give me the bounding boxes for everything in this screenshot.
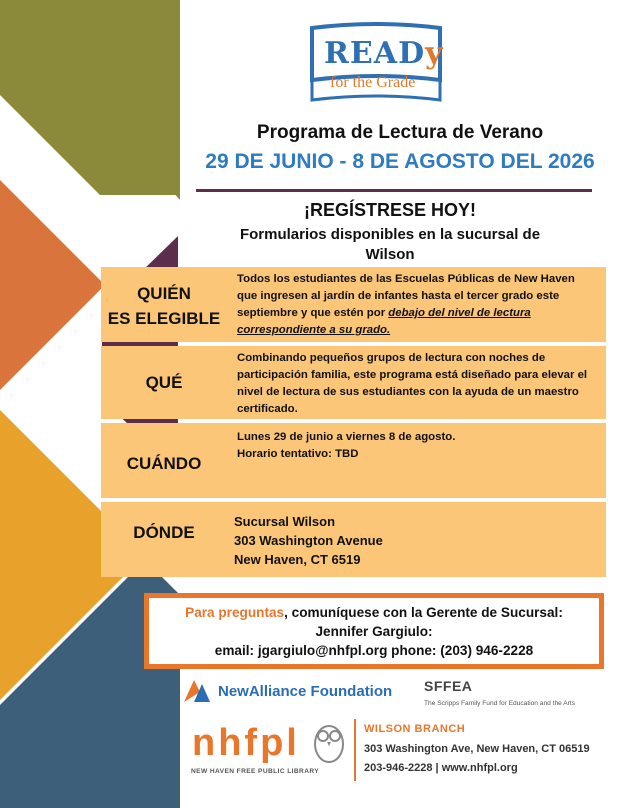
row-when [101, 423, 606, 498]
contact-line-1 [149, 603, 599, 622]
row-where-label: DÓNDE [133, 523, 195, 542]
newalliance-text: NewAlliance Foundation [218, 683, 393, 700]
owl-icon [312, 720, 346, 764]
who-underlined: debajo del nivel de lectura correspondiente a su grado. [237, 307, 531, 336]
who-label-2: ES ELEGIBLE [107, 309, 221, 328]
who-label-1: QUIÉN [137, 284, 191, 303]
when-line-1: Lunes 29 de junio a viernes 8 de agosto. [237, 431, 456, 443]
row-who-label [101, 281, 227, 331]
newalliance-logo [180, 676, 400, 708]
program-dates: 29 DE JUNIO - 8 DE AGOSTO DEL 2026 [205, 150, 595, 173]
branch-info [364, 721, 614, 777]
row-where-text [234, 512, 594, 569]
sffea-subtitle: The Scripps Family Fund for Education and the Arts [424, 700, 575, 707]
olive-band [0, 0, 178, 195]
row-when-text [237, 429, 597, 463]
title-divider [196, 189, 592, 192]
forms-line-2: Wilson [365, 246, 415, 263]
nhfpl-logo [180, 716, 360, 786]
row-what [101, 346, 606, 419]
where-line-2: 303 Washington Avenue [234, 533, 383, 548]
when-line-2: Horario tentativo: TBD [237, 448, 359, 460]
contact-line-1-rest: , comuníquese con la Gerente de Sucursal: [284, 605, 563, 620]
row-who-text [237, 271, 597, 339]
ready-subtitle: for the Grade [330, 74, 416, 91]
row-when-label: CUÁNDO [126, 454, 202, 473]
branch-address: 303 Washington Ave, New Haven, CT 06519 [364, 743, 590, 755]
contact-lead: Para preguntas [185, 605, 285, 620]
nhfpl-subtitle: NEW HAVEN FREE PUBLIC LIBRARY [191, 768, 320, 775]
sffea-title: SFFEA [424, 678, 473, 694]
library-divider [354, 719, 356, 781]
who-text: Todos los estudiantes de las Escuelas Públicas de New Haven que ingresen al jardín de infantes hasta el tercer grado este septiembre y que estén por [237, 273, 575, 319]
row-where [101, 502, 606, 577]
forms-line-1: Formularios disponibles en la sucursal de [239, 226, 541, 243]
row-what-text: Combinando pequeños grupos de lectura con noches de participación familia, este programa está diseñado para elevar el nivel de lectura de sus estudiantes con la ayuda de un maestro certificado. [237, 352, 588, 415]
newalliance-icon [180, 676, 214, 706]
branch-phone-web[interactable]: 203-946-2228 | www.nhfpl.org [364, 762, 518, 774]
contact-box [144, 593, 604, 669]
ready-for-the-grade-logo [308, 22, 444, 102]
row-what-label: QUÉ [145, 373, 183, 392]
forms-available [200, 225, 580, 265]
register-now: ¡REGÍSTRESE HOY! [303, 200, 477, 220]
where-line-3: New Haven, CT 6519 [234, 552, 361, 567]
burnt-orange-shape [0, 180, 105, 390]
nhfpl-wordmark: nhfpl [192, 722, 300, 764]
branch-name: WILSON BRANCH [364, 723, 466, 735]
program-title: Programa de Lectura de Verano [256, 122, 544, 143]
where-line-1: Sucursal Wilson [234, 514, 336, 529]
contact-email-phone[interactable]: email: jgargiulo@nhfpl.org phone: (203) 946-2228 [214, 643, 534, 658]
sffea-logo [424, 678, 614, 714]
row-who [101, 267, 606, 342]
contact-name: Jennifer Gargiulo: [315, 624, 433, 639]
ready-wordmark: READy [324, 36, 444, 71]
